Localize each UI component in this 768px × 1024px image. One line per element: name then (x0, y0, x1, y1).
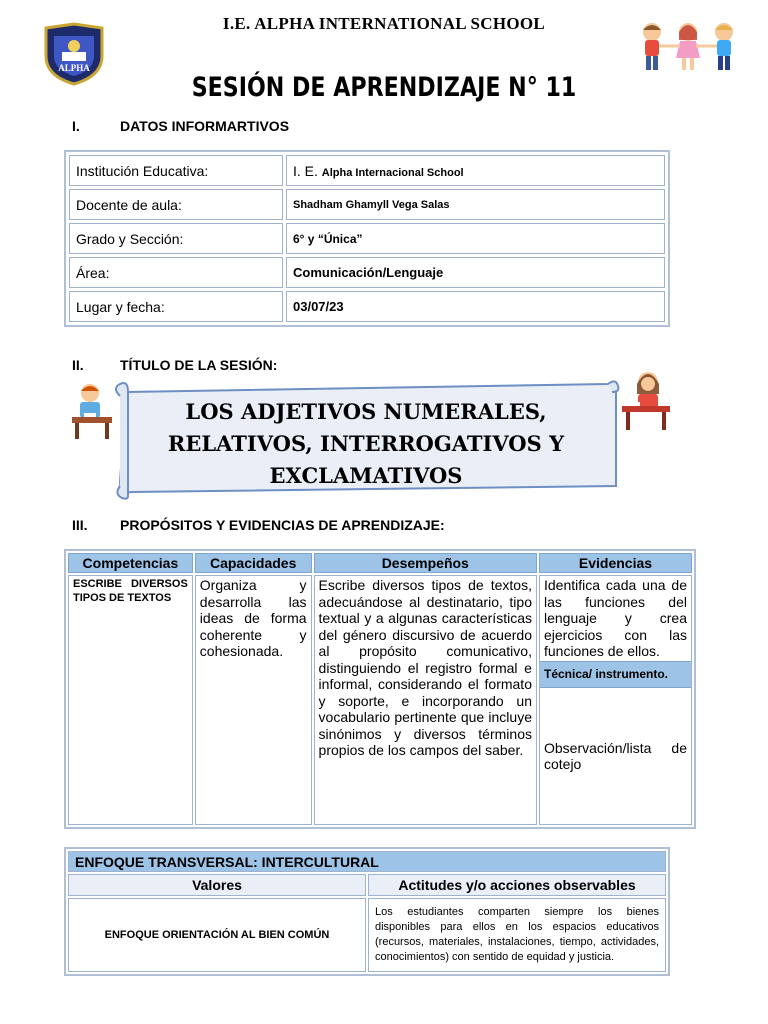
info-value: Comunicación/Lenguaje (286, 257, 665, 288)
info-value: 03/07/23 (286, 291, 665, 322)
table-row (69, 189, 665, 220)
section-number: II. (72, 357, 84, 373)
logo-text: ALPHA (58, 63, 90, 73)
section-title: TÍTULO DE LA SESIÓN: (120, 357, 278, 373)
table-row (69, 291, 665, 322)
info-label: Área: (69, 257, 283, 288)
column-header: Actitudes y/o acciones observables (368, 874, 666, 896)
competencia-cell: ESCRIBE DIVERSOS TIPOS DE TEXTOS (68, 575, 193, 825)
info-table (64, 150, 670, 327)
section-number: I. (72, 118, 80, 134)
tecnica-value: Observación/lista de cotejo (543, 739, 687, 772)
enfoque-table (64, 847, 670, 976)
table-header-row (68, 553, 692, 573)
enfoque-title: ENFOQUE TRANSVERSAL: INTERCULTURAL (68, 851, 666, 872)
table-row (68, 575, 692, 825)
student-boy-icon (70, 381, 114, 441)
school-name: I.E. ALPHA INTERNATIONAL SCHOOL (222, 14, 546, 33)
table-row (69, 155, 665, 186)
competencias-table (64, 549, 696, 829)
page-title: SESIÓN DE APRENDIZAJE N° 11 (191, 72, 577, 103)
column-header: Desempeños (314, 553, 537, 573)
section-title: PROPÓSITOS Y EVIDENCIAS DE APRENDIZAJE: (120, 517, 445, 533)
desempeno-cell: Escribe diversos tipos de textos, adecuándose al destinatario, tipo textual y a algunas características del género discursivo de acuerdo al propósito comunicativo, distinguiendo el registro formal e informal, considerando el formato y soporte, e incorporando un vocabulario pertinente que incluye sinónimos y diversos términos propios de los campos del saber. (314, 575, 537, 825)
column-header: Evidencias (539, 553, 692, 573)
evidencia-text: Identifica cada una de las funciones del lenguaje y crea ejercicios con las funciones de ellos. (543, 577, 687, 659)
capacidad-cell: Organiza y desarrolla las ideas de forma coherente y cohesionada. (195, 575, 312, 825)
actitud-cell: Los estudiantes comparten siempre los bienes disponibles para ellos en los espacios educativos (recursos, materiales, instalaciones, tiempo, actividades, conocimientos) con sentido de equidad y justicia. (368, 898, 666, 972)
table-row (69, 257, 665, 288)
info-label: Grado y Sección: (69, 223, 283, 254)
session-title-line: EXCLAMATIVOS (269, 463, 463, 488)
info-value: 6° y “Única” (286, 223, 665, 254)
table-row (68, 898, 666, 972)
children-illustration-icon (634, 20, 742, 76)
info-value-prefix: I. E. (293, 162, 318, 179)
valor-cell: ENFOQUE ORIENTACIÓN AL BIEN COMÚN (68, 898, 366, 972)
table-row (68, 851, 666, 872)
session-title (140, 396, 592, 492)
session-title-line: LOS ADJETIVOS NUMERALES, (185, 399, 547, 424)
tecnica-label: Técnica/ instrumento. (540, 661, 691, 688)
section-title: DATOS INFORMARTIVOS (120, 118, 290, 134)
column-header: Capacidades (195, 553, 312, 573)
column-header: Valores (68, 874, 366, 896)
info-label: Lugar y fecha: (69, 291, 283, 322)
table-row (69, 223, 665, 254)
info-label: Institución Educativa: (69, 155, 283, 186)
section-number: III. (72, 517, 88, 533)
info-value-text: Alpha Internacional School (321, 166, 464, 179)
table-header-row (68, 874, 666, 896)
column-header: Competencias (68, 553, 193, 573)
info-label: Docente de aula: (69, 189, 283, 220)
evidencia-cell (539, 575, 692, 825)
info-value: Shadham Ghamyll Vega Salas (286, 189, 665, 220)
student-girl-icon (620, 368, 672, 434)
session-title-line: RELATIVOS, INTERROGATIVOS Y (167, 431, 565, 456)
info-value (286, 155, 665, 186)
